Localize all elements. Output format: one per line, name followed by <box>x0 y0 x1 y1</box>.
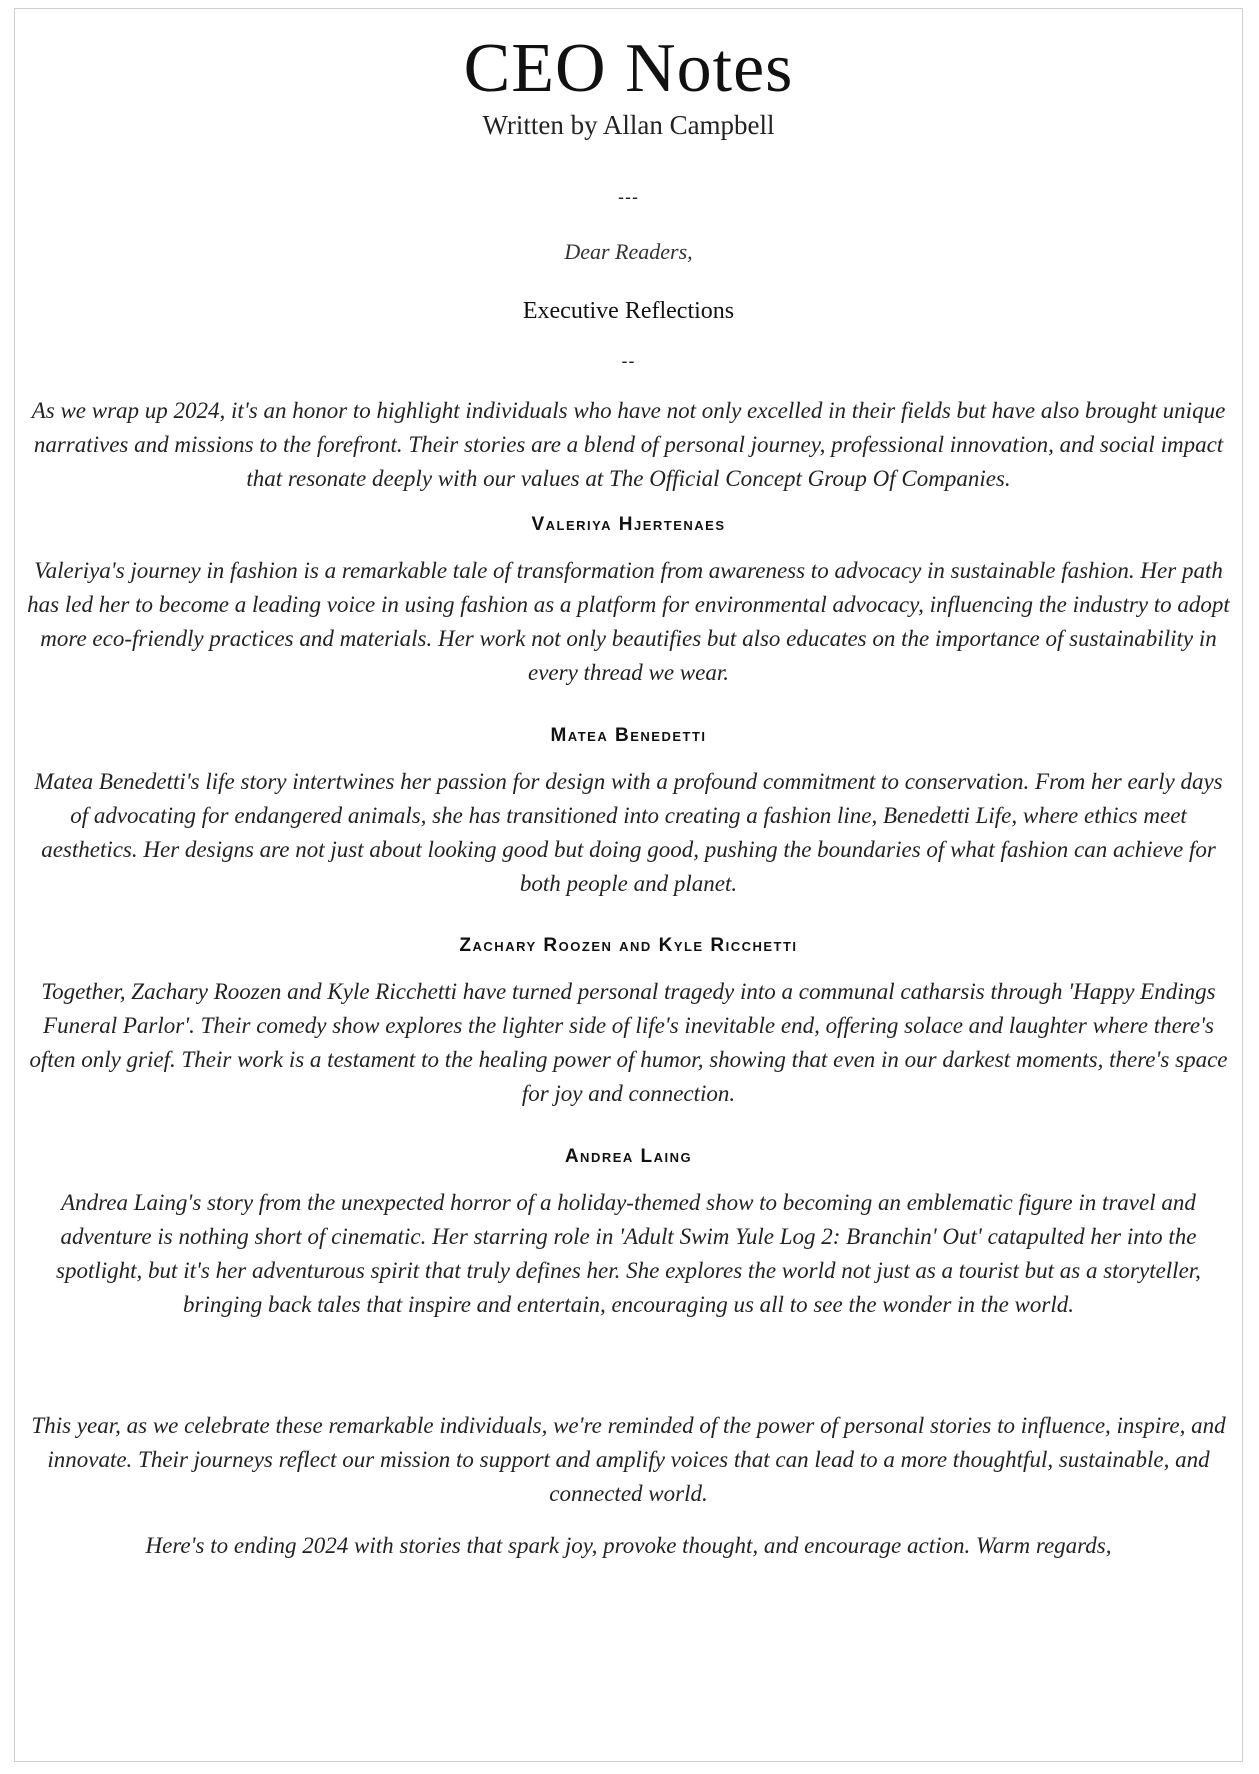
profile-name: Valeriya Hjertenaes <box>531 514 726 535</box>
profile-text: Together, Zachary Roozen and Kyle Ricchetti have turned personal tragedy into a communal catharsis through 'Happy Endings Funeral Parlor'. Their comedy show explores the lighter side of life's inevitable end, offering solace and laughter where there's often only grief. Their work is a testament to the healing power of humor, showing that even in our darkest moments, there's space for joy and connection. <box>29 979 1228 1106</box>
profile-name: Matea Benedetti <box>550 725 707 746</box>
author-byline: Written by Allan Campbell <box>482 110 775 140</box>
profile-text: Matea Benedetti's life story intertwines her passion for design with a profound commitment to conservation. From her early days of advocating for endangered animals, she has transitioned into creating a fashion line, Benedetti Life, where ethics meet aesthetics. Her designs are not just about looking good but doing good, pushing the boundaries of what fashion can achieve for both people and planet. <box>34 769 1223 896</box>
closing-paragraph: This year, as we celebrate these remarkable individuals, we're reminded of the power of personal stories to influence, inspire, and innovate. Their journeys reflect our mission to support and amplify voices that can lead to a more thoughtful, sustainable, and connected world. <box>31 1413 1226 1506</box>
profile-name: Zachary Roozen and Kyle Ricchetti <box>459 935 798 956</box>
intro-paragraph: As we wrap up 2024, it's an honor to highlight individuals who have not only excelled in their fields but have also brought unique narratives and missions to the forefront. Their stories are a blend of personal journey, professional innovation, and social impact that resonate deeply with our values at The Official Concept Group Of Companies. <box>31 398 1226 491</box>
profile-text: Andrea Laing's story from the unexpected horror of a holiday-themed show to becoming an emblematic figure in travel and adventure is nothing short of cinematic. Her starring role in 'Adult Swim Yule Log 2: Branchin' Out' catapulted her into the spotlight, but it's her adventurous spirit that truly defines her. She explores the world not just as a tourist but as a storyteller, bringing back tales that inspire and entertain, encouraging us all to see the wonder in the world. <box>56 1190 1201 1317</box>
separator-dashes: --- <box>618 187 639 207</box>
profile-name: Andrea Laing <box>564 1146 693 1167</box>
signoff: Here's to ending 2024 with stories that spark joy, provoke thought, and encourage action. Warm regards, <box>145 1533 1112 1558</box>
page-title: CEO Notes <box>463 30 794 107</box>
profile-text: Valeriya's journey in fashion is a remarkable tale of transformation from awareness to advocacy in sustainable fashion. Her path has led her to become a leading voice in using fashion as a platform for environmental advocacy, influencing the industry to adopt more eco-friendly practices and materials. Her work not only beautifies but also educates on the importance of sustainability in every thread we wear. <box>27 558 1230 685</box>
document-page <box>14 8 1243 1762</box>
section-title: Executive Reflections <box>522 298 735 324</box>
separator-dashes-short: -- <box>621 351 636 371</box>
greeting: Dear Readers, <box>564 239 693 264</box>
